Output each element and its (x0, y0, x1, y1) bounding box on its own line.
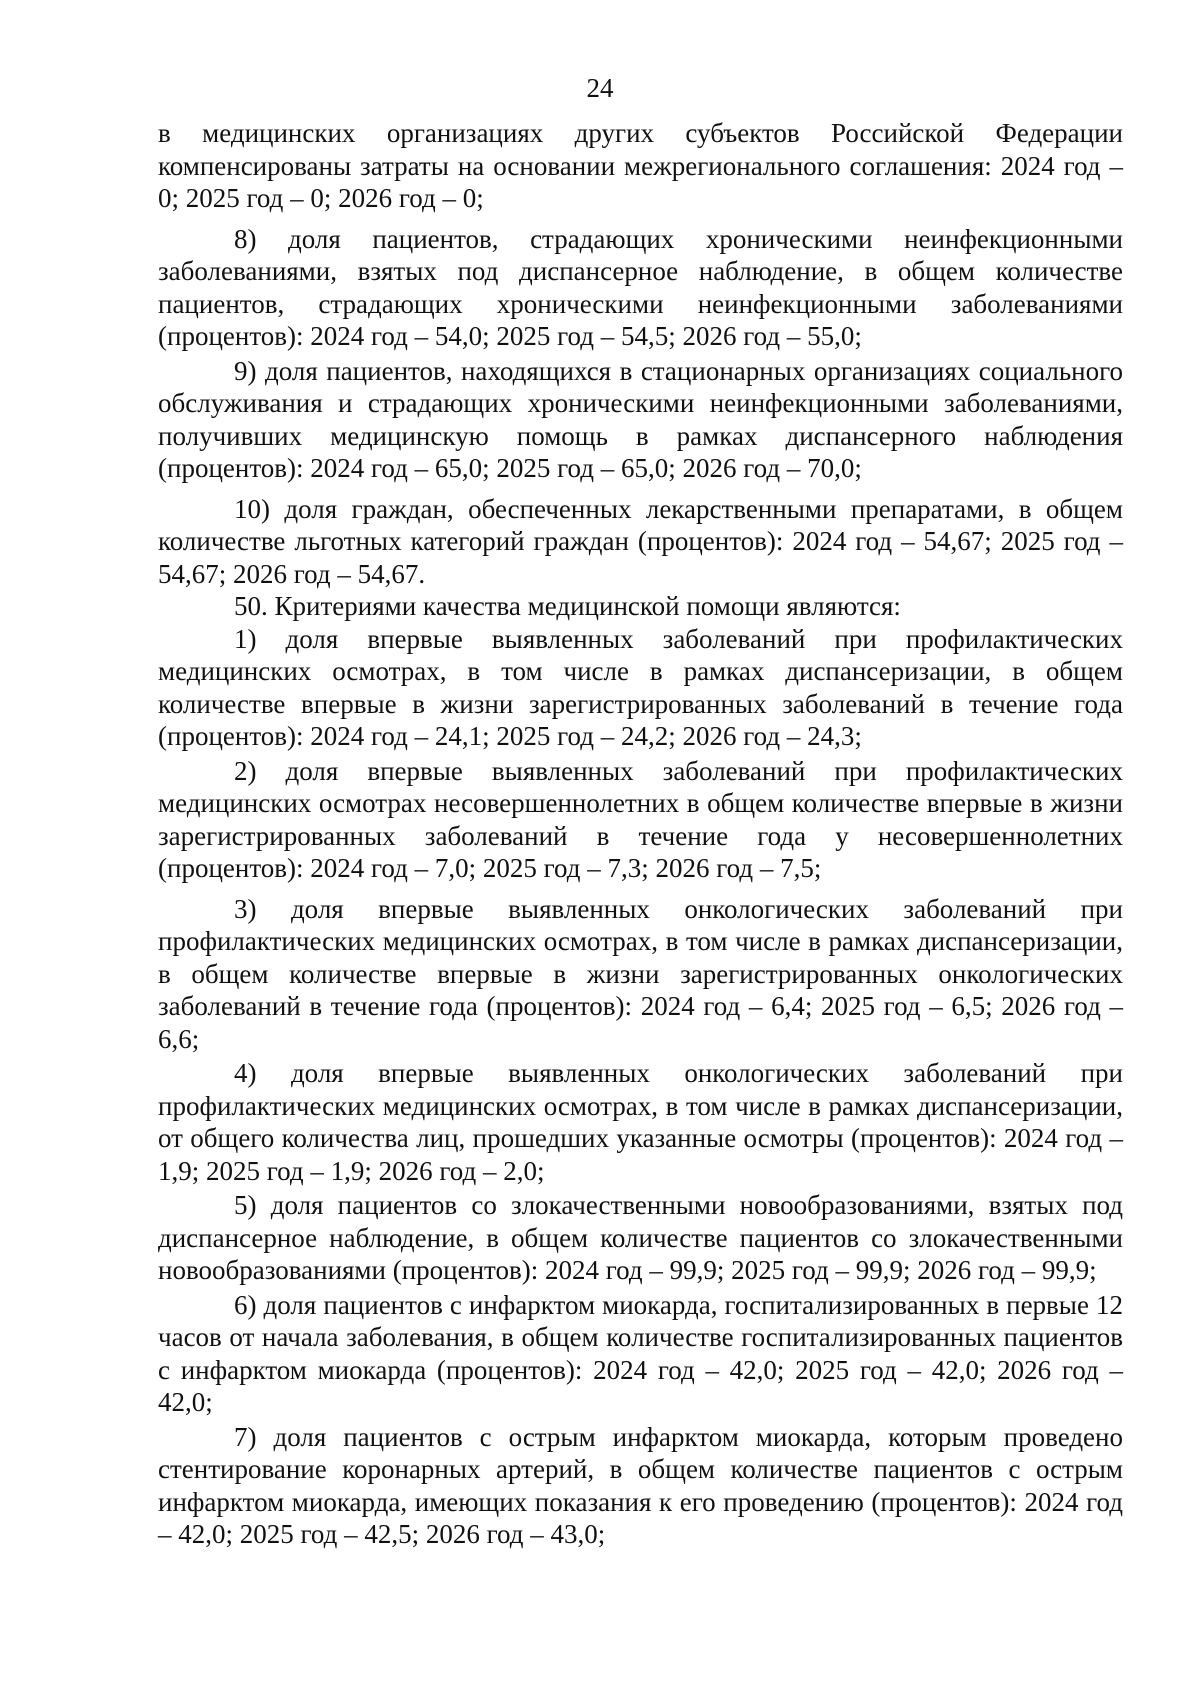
section-heading-50: 50. Критериями качества медицинской помощи являются: (234, 591, 901, 621)
paragraph-criterion-4: 4) доля впервые выявленных онкологических заболеваний при профилактических медицинских осмотрах, в том числе в рамках диспансеризации, от общего количества лиц, прошедших указанные осмотры (процентов): 2024 год – 1,9; 2025 год – 1,9; 2026 год – 2,0; (158, 1058, 1123, 1186)
paragraph-criterion-3: 3) доля впервые выявленных онкологических заболеваний при профилактических медицинских осмотрах, в том числе в рамках диспансеризации, в общем количестве впервые в жизни зарегистрированных онкологических заболеваний в течение года (процентов): 2024 год – 6,4; 2025 год – 6,5; 2026 год – 6,6; (158, 893, 1123, 1054)
paragraph-criterion-7: 7) доля пациентов с острым инфарктом миокарда, которым проведено стентирование коронарных артерий, в общем количестве пациентов с острым инфарктом миокарда, имеющих показания к его проведению (процентов): 2024 год – 42,0; 2025 год – 42,5; 2026 год – 43,0; (158, 1421, 1123, 1549)
paragraph-criterion-2: 2) доля впервые выявленных заболеваний при профилактических медицинских осмотрах несовершеннолетних в общем количестве впервые в жизни зарегистрированных заболеваний в течение года у несовершеннолетних (процентов): 2024 год – 7,0; 2025 год – 7,3; 2026 год – 7,5; (158, 755, 1123, 883)
paragraph-criterion-6: 6) доля пациентов с инфарктом миокарда, госпитализированных в первые 12 часов от начала заболевания, в общем количестве госпитализированных пациентов с инфарктом миокарда (процентов): 2024 год – 42,0; 2025 год – 42,0; 2026 год – 42,0; (158, 1289, 1123, 1417)
paragraph-criterion-1: 1) доля впервые выявленных заболеваний при профилактических медицинских осмотрах, в том числе в рамках диспансеризации, в общем количестве впервые в жизни зарегистрированных заболеваний в течение года (процентов): 2024 год – 24,1; 2025 год – 24,2; 2026 год – 24,3; (158, 623, 1123, 751)
paragraph-item-9: 9) доля пациентов, находящихся в стационарных организациях социального обслуживания и страдающих хроническими неинфекционными заболеваниями, получивших медицинскую помощь в рамках диспансерного наблюдения (процентов): 2024 год – 65,0; 2025 год – 65,0; 2026 год – 70,0; (158, 355, 1123, 483)
page-number: 24 (586, 73, 614, 103)
paragraph-item-10: 10) доля граждан, обеспеченных лекарственными препаратами, в общем количестве льготных категорий граждан (процентов): 2024 год – 54,67; 2025 год – 54,67; 2026 год – 54,67. (158, 493, 1123, 589)
paragraph-criterion-5: 5) доля пациентов со злокачественными новообразованиями, взятых под диспансерное наблюдение, в общем количестве пациентов со злокачественными новообразованиями (процентов): 2024 год – 99,9; 2025 год – 99,9; 2026 год – 99,9; (158, 1190, 1123, 1285)
document-body (158, 117, 1123, 1551)
paragraph-continuation: в медицинских организациях других субъектов Российской Федерации компенсированы затраты на основании межрегионального соглашения: 2024 год – 0; 2025 год – 0; 2026 год – 0; (158, 118, 1123, 213)
paragraph-item-8: 8) доля пациентов, страдающих хроническими неинфекционными заболеваниями, взятых под диспансерное наблюдение, в общем количестве пациентов, страдающих хроническими неинфекционными заболеваниями (процентов): 2024 год – 54,0; 2025 год – 54,5; 2026 год – 55,0; (158, 223, 1123, 351)
